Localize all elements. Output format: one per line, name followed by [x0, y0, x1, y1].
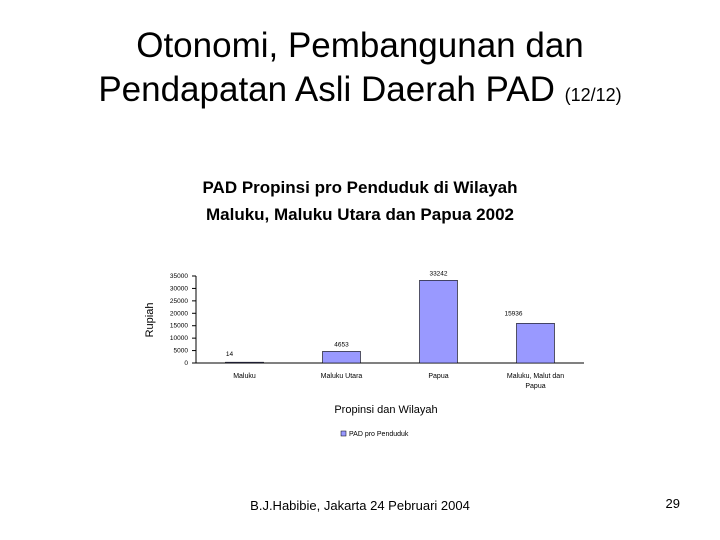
y-tick-label: 15000: [169, 322, 188, 330]
x-tick-label: Maluku, Malut dan Papua: [506, 373, 565, 390]
y-tick-label: 0: [184, 360, 188, 367]
x-tick-label: Papua: [428, 373, 449, 380]
bar: [420, 280, 458, 363]
y-tick-label: 35000: [169, 273, 188, 280]
bar: [323, 351, 361, 363]
x-axis-title: Propinsi dan Wilayah: [334, 404, 438, 416]
title-line-2-text: Pendapatan Asli Daerah PAD: [98, 70, 555, 109]
y-tick-label: 10000: [169, 335, 188, 343]
y-tick-label: 30000: [169, 285, 188, 293]
data-label: 4653: [334, 341, 349, 349]
x-tick-label: Maluku: [233, 373, 256, 380]
chart-title: PAD Propinsi pro Penduduk di Wilayah Maluku, Maluku Utara dan Papua 2002: [202, 178, 518, 224]
legend-swatch: [341, 431, 346, 436]
y-tick-label: 25000: [169, 297, 188, 305]
x-tick-label: Maluku Utara: [320, 373, 363, 380]
footer-text: B.J.Habibie, Jakarta 24 Pebruari 2004: [250, 498, 470, 513]
legend-label: PAD pro Penduduk: [349, 431, 409, 438]
y-tick-label: 5000: [173, 347, 188, 355]
title-suffix: (12/12): [564, 85, 622, 105]
data-label: 33242: [429, 270, 448, 278]
data-label: 15936: [504, 310, 523, 318]
title-line-1: Otonomi, Pembangunan dan: [136, 26, 584, 65]
page-number: 29: [665, 496, 680, 511]
y-axis-title: Rupiah: [144, 302, 156, 338]
bar: [226, 362, 264, 363]
data-label: 14: [225, 351, 234, 358]
y-tick-label: 20000: [169, 310, 188, 318]
bar: [517, 323, 555, 363]
